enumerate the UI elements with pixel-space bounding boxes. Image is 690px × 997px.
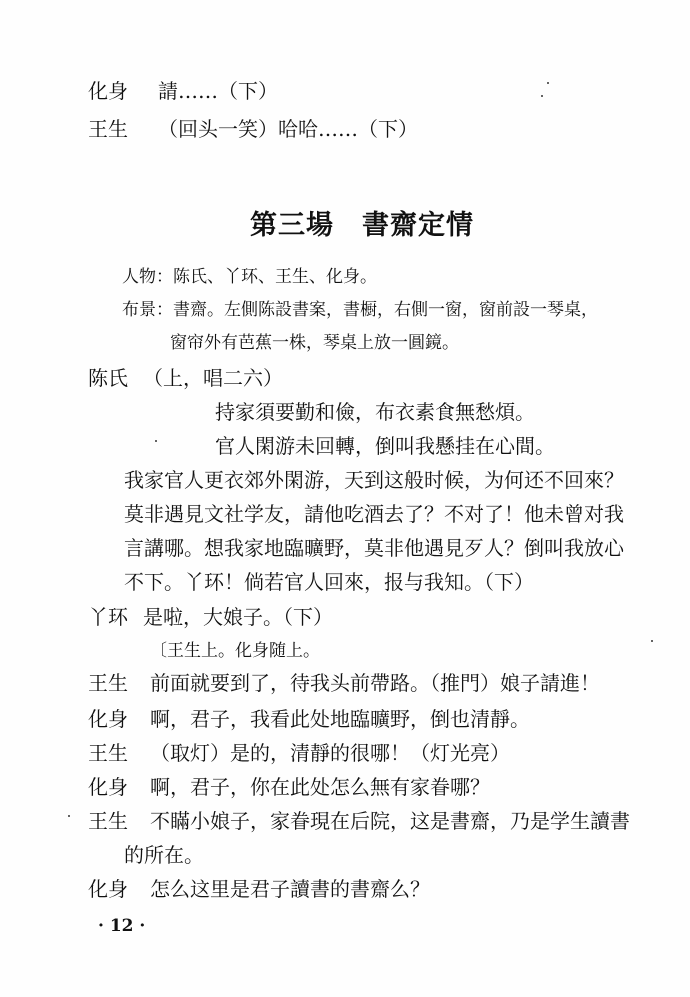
dialogue-text: 怎么这里是君子讀書的書齋么？ — [150, 877, 430, 901]
dialogue-line — [88, 874, 430, 904]
speech-line: 不下。丫环！倘若官人回來，报与我知。（下） — [124, 570, 534, 594]
scan-speck — [68, 815, 70, 817]
scan-speck — [651, 640, 653, 642]
scan-speck — [541, 95, 543, 97]
speaker-name: 王生 — [88, 671, 128, 695]
dialogue-line — [88, 772, 490, 802]
dialogue-text: 啊，君子，你在此处怎么無有家眷哪？ — [150, 775, 490, 799]
dialogue-line — [88, 738, 510, 768]
speaker-name: 化身 — [88, 775, 128, 799]
stage-direction: 〔王生上。化身随上。 — [150, 641, 320, 661]
stage-direction: （上，唱二六） — [143, 366, 283, 390]
dialogue-line — [88, 363, 283, 393]
speaker-name: 陈氏 — [88, 366, 128, 390]
speaker-name: 化身 — [88, 707, 128, 731]
speaker-name: 王生 — [88, 741, 128, 765]
dialogue-line — [88, 704, 530, 734]
speaker-name: 丫环 — [88, 605, 128, 629]
song-line: 持家須要勤和儉，布衣素食無愁煩。 — [215, 400, 535, 424]
dialogue-text: （回头一笑）哈哈……（下） — [158, 117, 418, 141]
dialogue-line — [88, 114, 418, 144]
page-number: · 12 · — [98, 916, 146, 936]
dialogue-text: 前面就要到了，待我头前帶路。（推門）娘子請進！ — [150, 671, 600, 695]
dialogue-text: 請……（下） — [158, 79, 278, 103]
dialogue-line — [88, 602, 333, 632]
speech-line: 莫非遇見文社学友，請他吃酒去了？不对了！他未曾对我 — [124, 502, 624, 526]
dialogue-text-continued: 的所在。 — [124, 843, 204, 867]
scan-speck — [547, 82, 549, 84]
speaker-name: 化身 — [88, 79, 128, 103]
speaker-name: 王生 — [88, 809, 128, 833]
dialogue-text: 是啦，大娘子。（下） — [143, 605, 333, 629]
dialogue-text: 不瞞小娘子，家眷現在后院，这是書齋，乃是学生讀書 — [150, 809, 630, 833]
dialogue-line — [88, 806, 630, 836]
dialogue-line — [88, 76, 278, 106]
speaker-name: 化身 — [88, 877, 128, 901]
scene-title: 第三場 書齋定情 — [250, 210, 474, 241]
setting-line-continued: 窗帘外有芭蕉一株，琴桌上放一圓鏡。 — [170, 333, 459, 353]
characters-line: 人物：陈氏、丫环、王生、化身。 — [122, 267, 377, 287]
speech-line: 言講哪。想我家地臨曠野，莫非他遇見歹人？倒叫我放心 — [124, 536, 624, 560]
scan-speck — [155, 440, 157, 442]
song-line: 官人閑游未回轉，倒叫我懸挂在心間。 — [215, 434, 555, 458]
setting-line: 布景：書齋。左側陈設書案，書橱，右側一窗，窗前設一琴桌， — [122, 300, 598, 320]
speaker-name: 王生 — [88, 117, 128, 141]
speech-line: 我家官人更衣郊外閑游，天到这般时候，为何还不回來？ — [124, 468, 624, 492]
dialogue-line — [88, 668, 600, 698]
dialogue-text: （取灯）是的，清靜的很哪！（灯光亮） — [150, 741, 510, 765]
dialogue-text: 啊，君子，我看此处地臨曠野，倒也清靜。 — [150, 707, 530, 731]
